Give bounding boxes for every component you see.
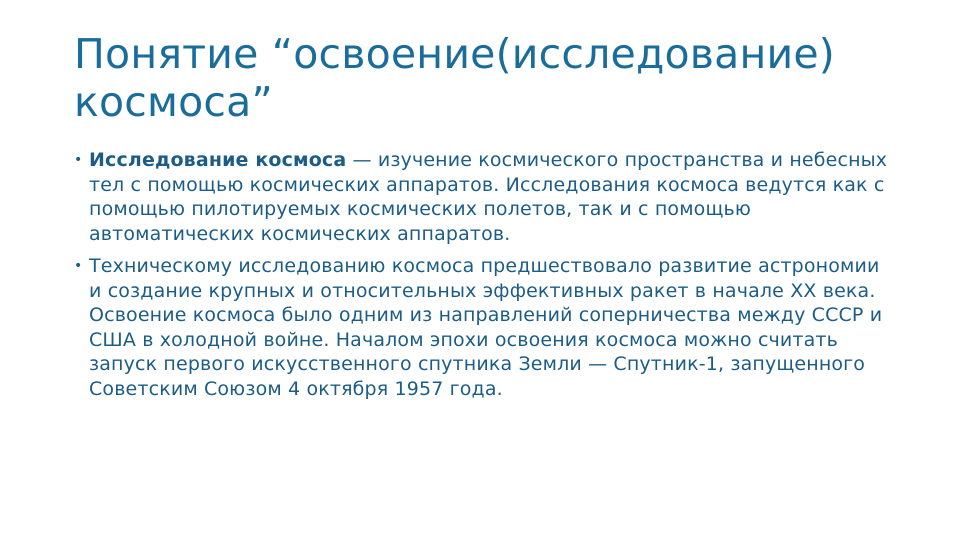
bullet-1-term: Исследование космоса bbox=[89, 149, 347, 171]
bullet-marker: • bbox=[74, 258, 83, 274]
slide-title bbox=[74, 30, 914, 126]
bullet-list bbox=[74, 148, 894, 409]
slide-title-line-1: Понятие “освоение(исследование) bbox=[74, 30, 835, 78]
bullet-item-1 bbox=[74, 148, 894, 246]
slide-title-line-2: космоса” bbox=[74, 78, 273, 126]
bullet-marker: • bbox=[74, 152, 83, 168]
bullet-2-text: Техническому исследованию космоса предшествовало развитие астрономии и создание крупных и относительных эффективных ракет в начале XX века. Освоение космоса было одним из направлений соперничества между СССР и США в холодной войне. Началом эпохи освоения космоса можно считать запуск первого искусственного спутника Земли — Спутник-1, запущенного Советским Союзом 4 октября 1957 года. bbox=[89, 255, 883, 400]
bullet-1-text: — изучение космического пространства и небесных тел с помощью космических аппаратов. Исследования космоса ведутся как с помощью пилотируемых космических полетов, так и с помощью автоматических космических аппаратов. bbox=[89, 149, 888, 245]
bullet-item-2 bbox=[74, 254, 894, 401]
